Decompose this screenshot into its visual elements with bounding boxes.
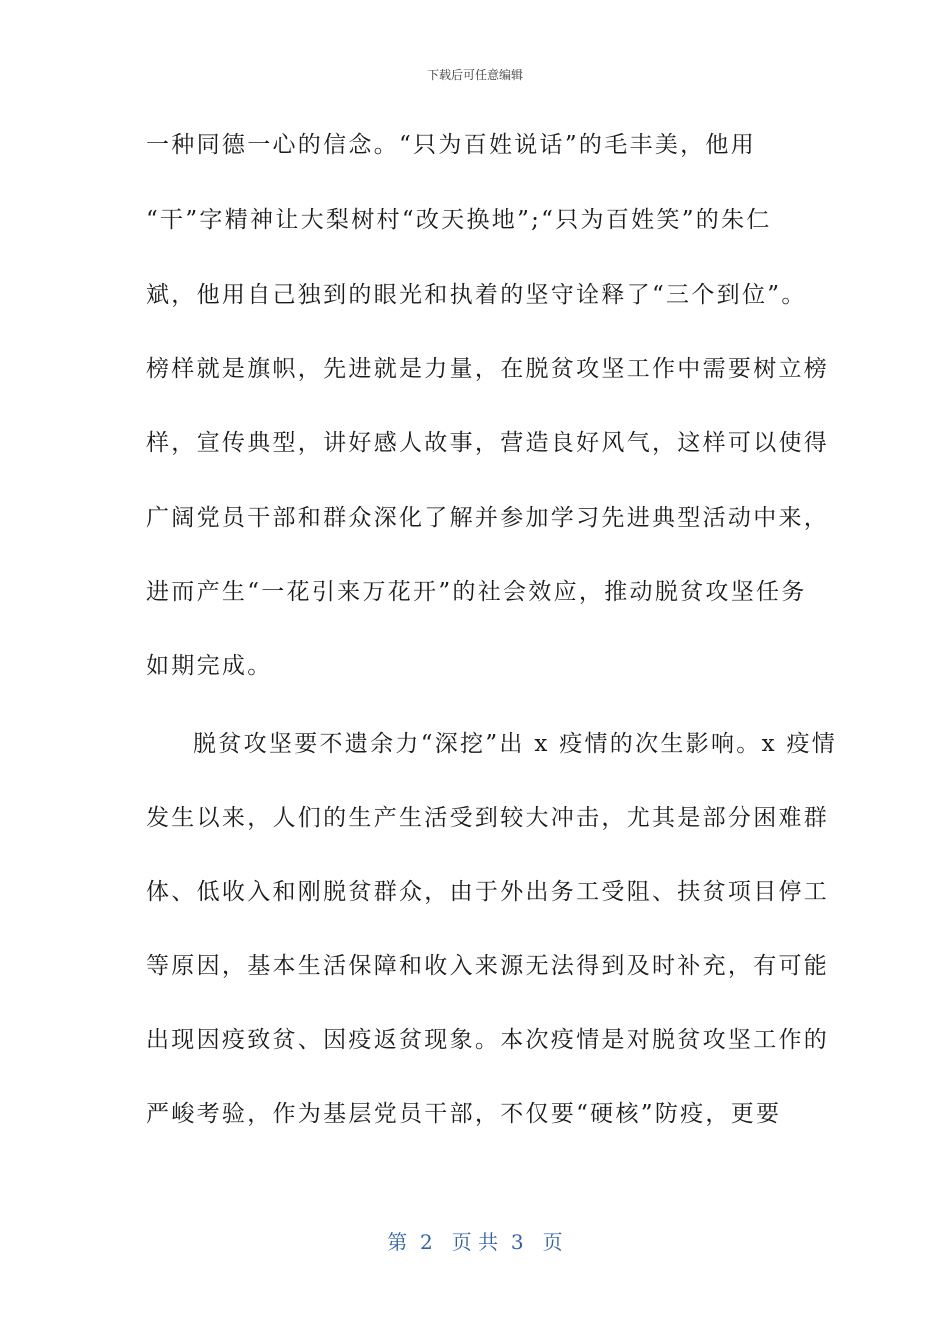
- text-line: 等原因，基本生活保障和收入来源无法得到及时补充，有可能: [146, 953, 830, 979]
- text-line: 体、低收入和刚脱贫群众，由于外出务工受阻、扶贫项目停工: [146, 879, 830, 905]
- page-number-footer: 第 2 页 共 3 页: [387, 1230, 563, 1254]
- page-header: 下载后可任意编辑: [426, 68, 523, 82]
- text-line: 斌，他用自己独到的眼光和执着的坚守诠释了“三个到位”。: [146, 282, 807, 308]
- text-line: 发生以来，人们的生产生活受到较大冲击，尤其是部分困难群: [146, 805, 830, 831]
- text-line: 如期完成。: [146, 653, 273, 679]
- text-line: 一种同德一心的信念。“只为百姓说话”的毛丰美，他用: [146, 132, 757, 158]
- text-line: 出现因疫致贫、因疫返贫现象。本次疫情是对脱贫攻坚工作的: [146, 1027, 830, 1053]
- text-line: 严峻考验，作为基层党员干部，不仅要“硬核”防疫，更要: [146, 1101, 782, 1127]
- text-line: 进而产生“一花引来万花开”的社会效应，推动脱贫攻坚任务: [146, 579, 807, 605]
- text-line: “干”字精神让大梨树村“改天换地”;“只为百姓笑”的朱仁: [146, 207, 772, 233]
- text-line: 广阔党员干部和群众深化了解并参加学习先进典型活动中来，: [146, 505, 830, 531]
- paragraph-first-line: 脱贫攻坚要不遗余力“深挖”出 x 疫情的次生影响。x 疫情: [193, 731, 838, 757]
- text-line: 榜样就是旗帜，先进就是力量，在脱贫攻坚工作中需要树立榜: [146, 356, 830, 382]
- text-line: 样，宣传典型，讲好感人故事，营造良好风气，这样可以使得: [146, 430, 830, 456]
